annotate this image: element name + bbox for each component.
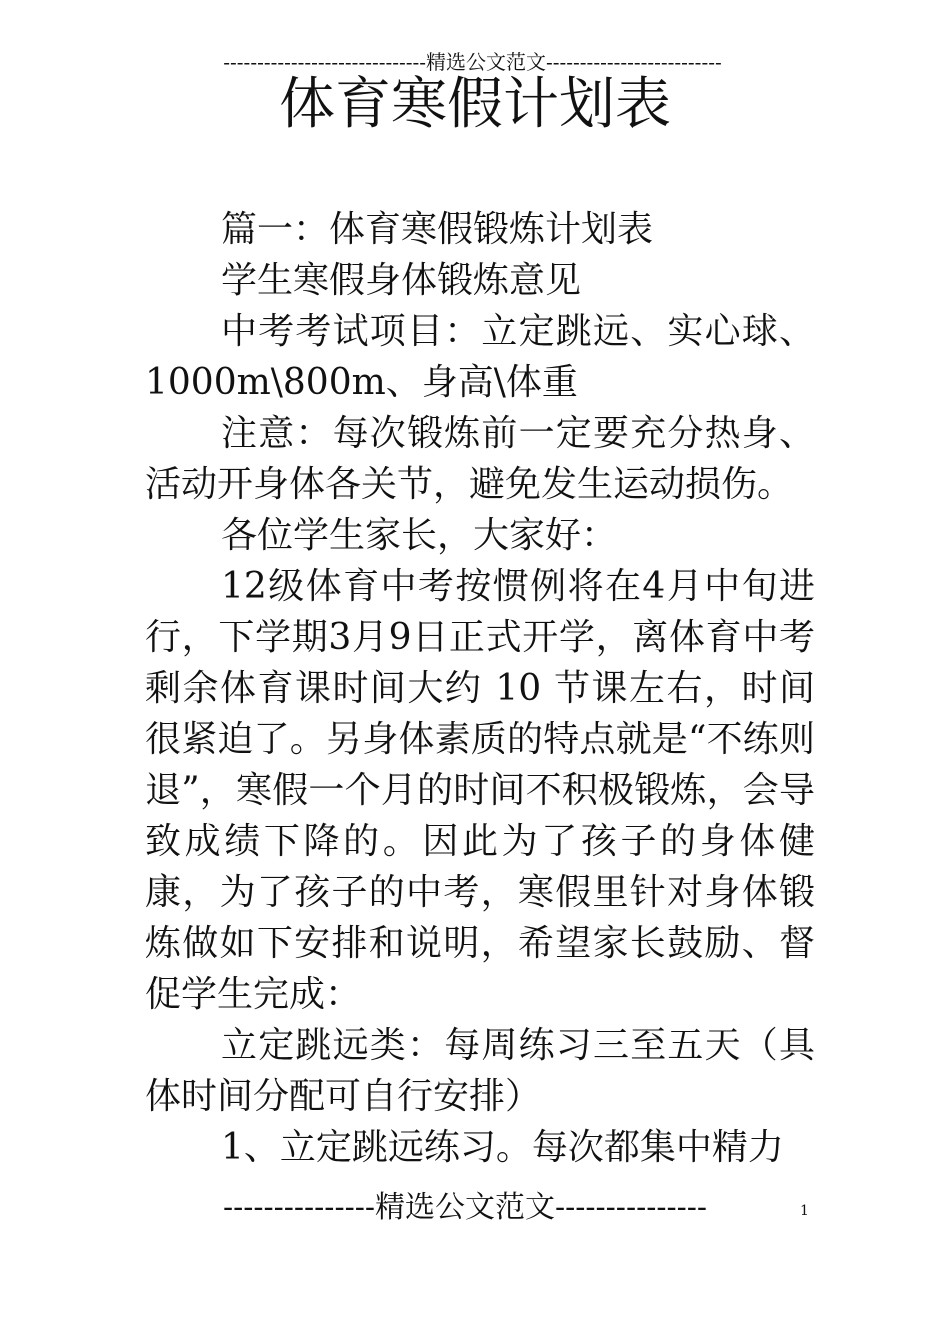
paragraph-greeting: 各位学生家长，大家好：: [221, 515, 618, 556]
document-body: [145, 204, 815, 1173]
paragraph-notice: 注意：每次锻炼前一定要充分热身、活动开身体各关节，避免发生运动损伤。: [145, 413, 815, 505]
paragraph-main: 12级体育中考按惯例将在4月中旬进行，下学期3月9日正式开学，离体育中考剩余体育课时间大约 10 节课左右，时间很紧迫了。另身体素质的特点就是“不练则退”，寒假一个月的时间不积极锻炼，会导致成绩下降的。因此为了孩子的身体健康，为了孩子的中考，寒假里针对身体锻炼做如下安排和说明，希望家长鼓励、督促学生完成：: [145, 566, 815, 1015]
paragraph-item-1: 1、立定跳远练习。每次都集中精力: [221, 1127, 784, 1168]
page-header: ------------------------------精选公文范文--------------------------: [223, 50, 722, 74]
document-title: 体育寒假计划表: [279, 72, 671, 137]
paragraph-exam-items: 中考考试项目：立定跳远、实心球、1000m\800m、身高\体重: [145, 311, 815, 403]
paragraph-subtitle: 学生寒假身体锻炼意见: [221, 260, 582, 301]
paragraph-section-heading: 篇一：体育寒假锻炼计划表: [221, 209, 654, 250]
page-number: 1: [800, 1203, 809, 1219]
paragraph-long-jump: 立定跳远类：每周练习三至五天（具体时间分配可自行安排）: [145, 1025, 815, 1117]
page-footer: ---------------精选公文范文---------------: [222, 1190, 708, 1225]
